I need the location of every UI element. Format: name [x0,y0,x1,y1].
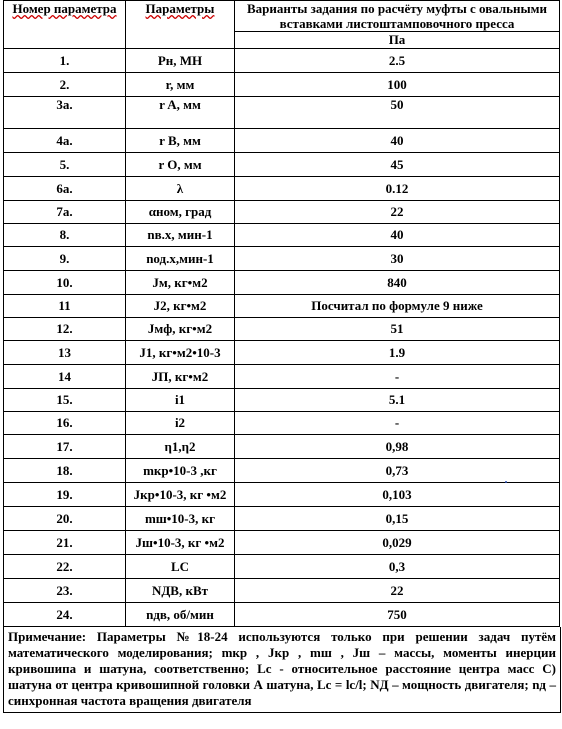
row-number: 4а. [4,129,126,153]
stray-mark [505,481,507,483]
row-parameter: J2, кг•м2 [126,295,235,318]
row-parameter: r B, мм [126,129,235,153]
table-row [4,507,560,531]
page [3,0,559,713]
row-number: 12. [4,318,126,341]
row-parameter: nв.х, мин-1 [126,224,235,247]
table-row [4,603,560,627]
row-parameter: r A, мм [126,97,235,129]
footnote: Примечание: Параметры №18-24 используются только при решении задач путём математического моделирования; mкр , Jкр , mш , Jш – массы, моменты инерции кривошипа и шатуна, соответственно; Lc - относительное расстояние центра масс C) шатуна от центра кривошипной головки А шатуна, Lc = lc/l; NД – мощность двигателя; nд – синхронная частота вращения двигателя [3,627,561,713]
row-value: 40 [235,224,560,247]
table-row [4,555,560,579]
row-value: - [235,365,560,389]
table-row [4,271,560,295]
row-number: 7а. [4,201,126,224]
row-value: 840 [235,271,560,295]
row-parameter: η1,η2 [126,435,235,459]
row-value: - [235,412,560,435]
row-parameter: Jм, кг•м2 [126,271,235,295]
row-value: Посчитал по формуле 9 ниже [235,295,560,318]
row-value: 0,98 [235,435,560,459]
row-value: 51 [235,318,560,341]
row-number: 14 [4,365,126,389]
row-value: 750 [235,603,560,627]
table-body [4,49,560,627]
table-row [4,177,560,201]
row-value: 22 [235,579,560,603]
header-variants: Варианты задания по расчёту муфты с овальными вставками листоштамповочного пресса [235,1,560,32]
row-number: 6а. [4,177,126,201]
row-parameter: λ [126,177,235,201]
table-row [4,201,560,224]
table-row [4,341,560,365]
table-row [4,97,560,129]
row-value: 0,73 [235,459,560,483]
parameters-table [3,0,560,627]
table-row [4,224,560,247]
row-value: 0.12 [235,177,560,201]
row-value: 0,103 [235,483,560,507]
row-parameter: mкр•10-3 ,кг [126,459,235,483]
table-row [4,389,560,412]
row-parameter: NДВ, кВт [126,579,235,603]
row-number: 16. [4,412,126,435]
row-number: 9. [4,247,126,271]
row-parameter: JП, кг•м2 [126,365,235,389]
header-parameters: Параметры [126,1,235,49]
table-row [4,247,560,271]
row-parameter: Jкр•10-3, кг •м2 [126,483,235,507]
row-parameter: Jмф, кг•м2 [126,318,235,341]
table-row [4,531,560,555]
row-number: 1. [4,49,126,73]
row-value: 0,15 [235,507,560,531]
row-number: 18. [4,459,126,483]
table-row [4,49,560,73]
row-number: 22. [4,555,126,579]
table-row [4,295,560,318]
row-value: 40 [235,129,560,153]
row-parameter: i2 [126,412,235,435]
table-row [4,459,560,483]
row-value: 100 [235,73,560,97]
table-row [4,73,560,97]
table-row [4,153,560,177]
row-parameter: nдв, об/мин [126,603,235,627]
row-value: 50 [235,97,560,129]
table-row [4,129,560,153]
row-number: 17. [4,435,126,459]
row-parameter: mш•10-3, кг [126,507,235,531]
row-parameter: i1 [126,389,235,412]
row-value: 2.5 [235,49,560,73]
table-row [4,412,560,435]
row-value: 22 [235,201,560,224]
row-number: 11 [4,295,126,318]
row-number: 24. [4,603,126,627]
row-value: 5.1 [235,389,560,412]
header-variant-label: Па [235,32,560,49]
row-number: 2. [4,73,126,97]
row-parameter: Pн, МН [126,49,235,73]
table-row [4,365,560,389]
row-number: 15. [4,389,126,412]
row-number: 20. [4,507,126,531]
row-number: 23. [4,579,126,603]
row-value: 45 [235,153,560,177]
table-row [4,435,560,459]
table-row [4,579,560,603]
row-number: 10. [4,271,126,295]
row-number: 3а. [4,97,126,129]
row-value: 0,029 [235,531,560,555]
row-number: 21. [4,531,126,555]
row-parameter: LC [126,555,235,579]
row-number: 13 [4,341,126,365]
row-value: 30 [235,247,560,271]
table-row [4,318,560,341]
header-number: Номер параметра [4,1,126,49]
row-parameter: nод.х,мин-1 [126,247,235,271]
row-parameter: r O, мм [126,153,235,177]
row-parameter: r, мм [126,73,235,97]
row-number: 5. [4,153,126,177]
table-row [4,483,560,507]
row-number: 8. [4,224,126,247]
row-number: 19. [4,483,126,507]
row-value: 1.9 [235,341,560,365]
row-parameter: J1, кг•м2•10-3 [126,341,235,365]
row-value: 0,3 [235,555,560,579]
row-parameter: Jш•10-3, кг •м2 [126,531,235,555]
row-parameter: αном, град [126,201,235,224]
